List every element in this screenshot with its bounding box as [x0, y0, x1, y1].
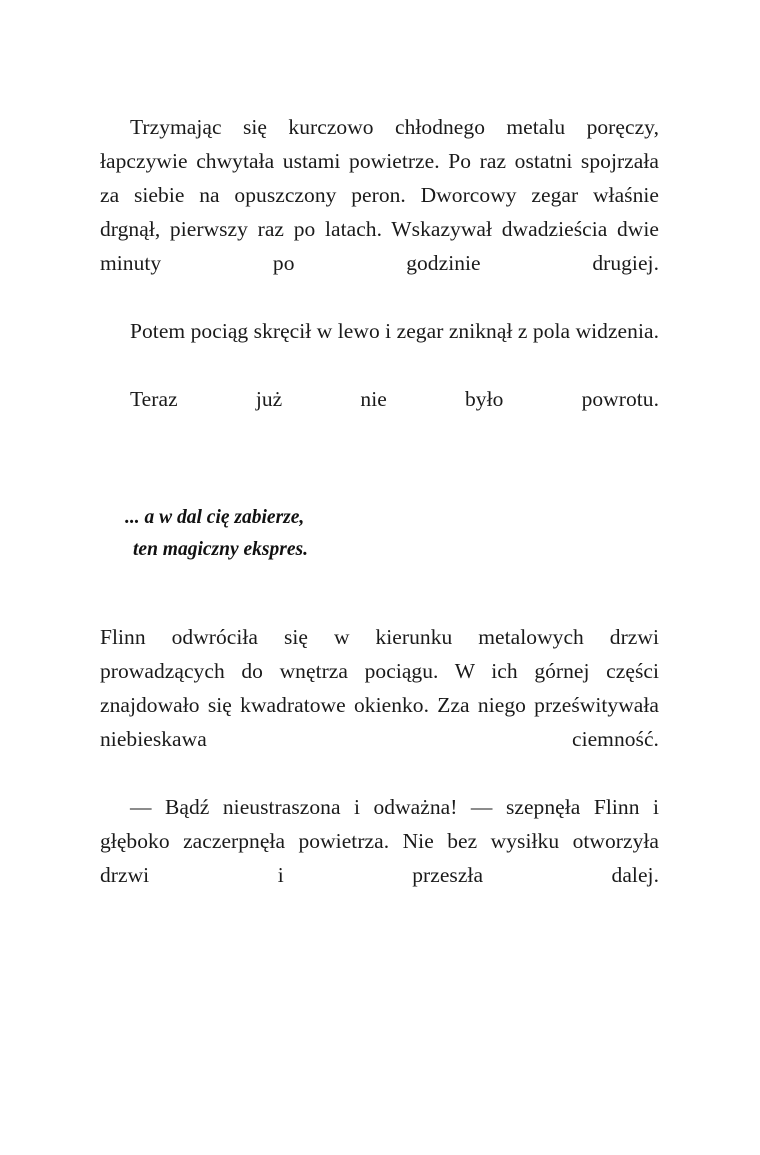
verse-line-1: ... a w dal cię zabierze,: [125, 507, 305, 528]
paragraph-4: Flinn odwróciła się w kierunku metalowych drzwi prowadzących do wnętrza pociągu. W ich górnej części znajdowało się kwadratowe okienko. Zza niego prześwitywała niebieskawa ciemność.: [100, 625, 659, 751]
verse-line-2: ten magiczny ekspres.: [133, 539, 308, 560]
verse-spacer-bottom: [100, 566, 659, 620]
text-column: [100, 110, 659, 926]
paragraph-2: Potem pociąg skręcił w lewo i zegar zniknął z pola widzenia.: [130, 319, 659, 343]
paragraph-3: Teraz już nie było powrotu.: [130, 387, 659, 411]
verse-block: [100, 502, 659, 566]
verse-spacer-top: [100, 450, 659, 502]
paragraph-5: — Bądź nieustraszona i odważna! — szepnęła Flinn i głęboko zaczerpnęła powietrza. Nie bez wysiłku otworzyła drzwi i przeszła dalej.: [100, 795, 659, 887]
paragraph-1: Trzymając się kurczowo chłodnego metalu poręczy, łapczywie chwytała ustami powietrze. Po raz ostatni spojrzała za siebie na opuszczony peron. Dworcowy zegar właśnie drgnął, pierwszy raz po latach. Wskazywał dwadzieścia dwie minuty po godzinie drugiej.: [100, 115, 659, 275]
